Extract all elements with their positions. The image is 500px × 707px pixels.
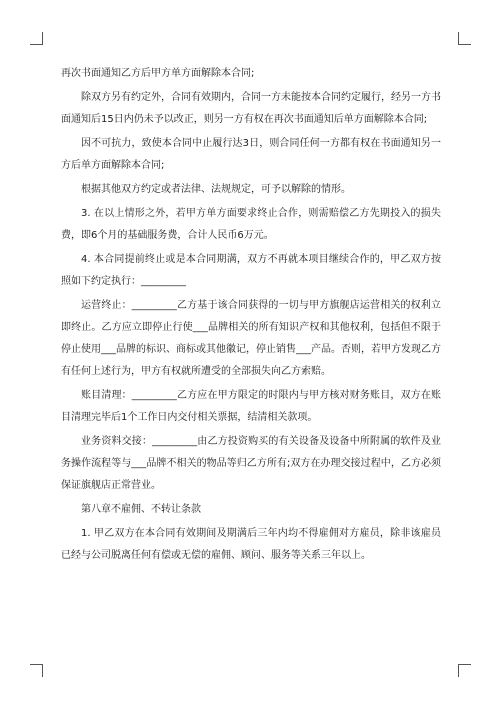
paragraph-force-majeure: 因不可抗力，致使本合同中止履行达3日，则合同任何一方都有权在书面通知另一方后单方面解除本合同;	[61, 138, 441, 171]
paragraph-clause-3: 3. 在以上情形之外，若甲方单方面要求终止合作，则需赔偿乙方先期投入的损失费，即6个月的基础服务费，合计人民币6万元。	[61, 208, 441, 241]
paragraph-data-handover: 业务资料交接：_________由乙方投资购买的有关设备及设备中所附属的软件及业务操作流程等与___品牌不相关的物品等归乙方所有;双方在办理交接过程中，乙方必须保证旗舰店正常营业。	[61, 436, 441, 491]
chapter-heading: 第八章不雇佣、不转让条款	[81, 504, 201, 515]
paragraph-no-hire-clause: 1. 甲乙双方在本合同有效期间及期满后三年内均不得雇佣对方雇员，除非该雇员已经与公司脱离任何有偿或无偿的雇佣、顾问、服务等关系三年以上。	[61, 528, 441, 561]
crop-mark-bottom-right	[458, 664, 471, 677]
paragraph-account-clearing: 账目清理：_________乙方应在甲方限定的时限内与甲方核对财务账目，双方在账目清理完毕后1个工作日内交付相关票据，结清相关款项。	[61, 390, 441, 423]
document-body	[61, 63, 441, 569]
crop-mark-top-right	[458, 32, 471, 45]
paragraph-other-termination: 根据其他双方约定或者法律、法规规定，可予以解除的情形。	[81, 184, 351, 195]
paragraph-clause-4: 4. 本合同提前终止或是本合同期满，双方不再就本项目继续合作的，甲乙双方按照如下约定执行：_________	[61, 254, 441, 287]
paragraph-breach-termination: 除双方另有约定外，合同有效期内，合同一方未能按本合同约定履行，经另一方书面通知后15日内仍未予以改正，则另一方有权在再次书面通知后单方面解除本合同;	[61, 92, 441, 125]
crop-mark-top-left	[30, 32, 43, 45]
crop-mark-bottom-left	[30, 664, 43, 677]
paragraph-continuation: 再次书面通知乙方后甲方单方面解除本合同;	[61, 68, 255, 79]
paragraph-operation-termination: 运营终止：_________乙方基于该合同获得的一切与甲方旗舰店运营相关的权利立即终止。乙方应立即停止行使___品牌相关的所有知识产权和其他权利，包括但不限于停止使用___品牌的标识、商标或其他徽记，停止销售___产品。否则，若甲方发现乙方有任何上述行为，甲方有权就所遭受的全部损失向乙方索赔。	[61, 300, 441, 377]
